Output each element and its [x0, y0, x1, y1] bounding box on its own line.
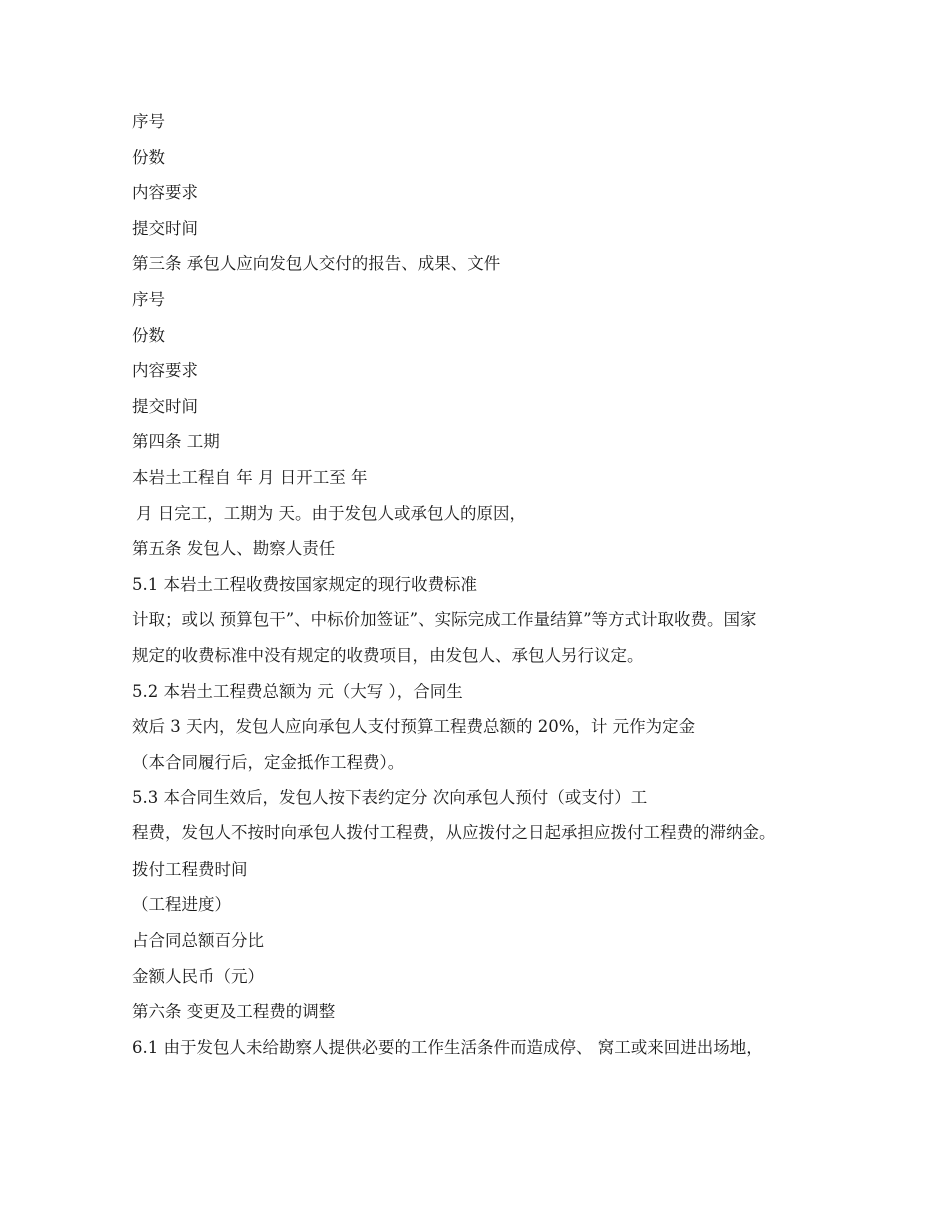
text-line: 份数 [132, 147, 165, 167]
article-heading: 第三条 承包人应向发包人交付的报告、成果、文件 [132, 254, 501, 274]
text-line: 计取；或以 预算包干”、中标价加签证”、实际完成工作量结算”等方式计取收费。国家 [132, 610, 757, 630]
text-line: 提交时间 [132, 396, 198, 416]
text-line: 规定的收费标准中没有规定的收费项目，由发包人、承包人另行议定。 [132, 645, 644, 665]
clause-line: 5.1 本岩土工程收费按国家规定的现行收费标准 [132, 574, 477, 594]
text-line: 月 日完工，工期为 天。由于发包人或承包人的原因， [136, 503, 526, 523]
article-heading: 第五条 发包人、勘察人责任 [132, 539, 336, 559]
clause-line: 6.1 由于发包人未给勘察人提供必要的工作生活条件而造成停、 窝工或来回进出场地， [132, 1037, 763, 1057]
text-line: 占合同总额百分比 [132, 931, 264, 951]
text-line: 金额人民币（元） [132, 966, 264, 986]
text-line: （工程进度） [132, 895, 231, 915]
text-line-wrapped: 程费，发包人不按时向承包人拨付工程费，从应拨付之日起承担应拨付工程费的滞纳金。 [132, 822, 776, 842]
document-body [110, 110, 835, 1071]
text-line: 份数 [132, 325, 165, 345]
text-line: 本岩土工程自 年 月 日开工至 年 [132, 467, 368, 487]
text-line: 内容要求 [132, 361, 198, 381]
text-line: 序号 [132, 112, 165, 131]
text-line: 拨付工程费时间 [132, 859, 248, 879]
text-line: 效后 3 天内，发包人应向承包人支付预算工程费总额的 20%，计 元作为定金 [132, 717, 696, 737]
text-line: （本合同履行后，定金抵作工程费）。 [132, 752, 405, 772]
clause-line: 5.2 本岩土工程费总额为 元（大写 ），合同生 [132, 681, 463, 701]
text-line: 提交时间 [132, 218, 198, 238]
clause-line: 5.3 本合同生效后，发包人按下表约定分 次向承包人预付（或支付）工 [132, 788, 648, 808]
article-heading: 第四条 工期 [132, 432, 220, 452]
article-heading: 第六条 变更及工程费的调整 [132, 1002, 336, 1022]
text-line: 序号 [132, 289, 165, 309]
text-line: 内容要求 [132, 183, 198, 203]
